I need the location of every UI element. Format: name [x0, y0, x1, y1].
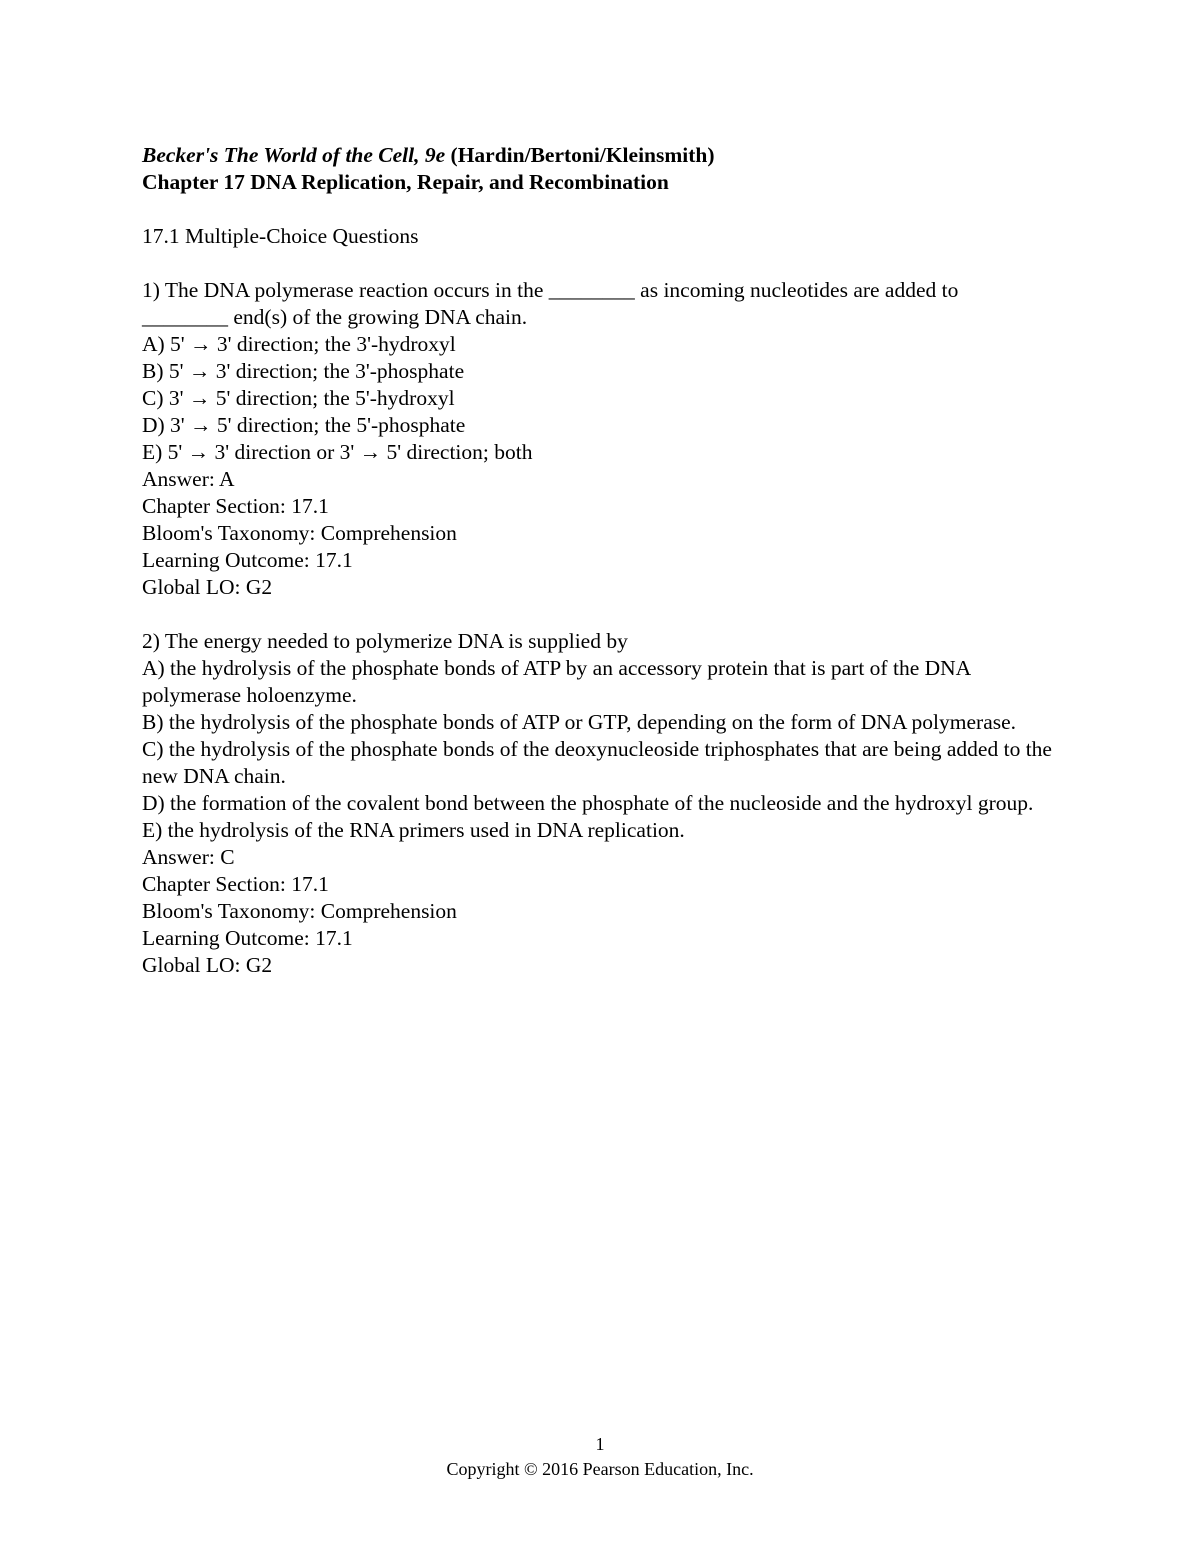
section-heading: 17.1 Multiple-Choice Questions [142, 224, 419, 248]
book-title-line [142, 142, 1062, 169]
question-1-option-d: D) 3' → 5' direction; the 5'-phosphate [142, 413, 466, 437]
question-2-option-e: E) the hydrolysis of the RNA primers used in DNA replication. [142, 818, 685, 842]
copyright-notice: Copyright © 2016 Pearson Education, Inc. [446, 1459, 754, 1479]
question-2-option-b: B) the hydrolysis of the phosphate bonds of ATP or GTP, depending on the form of DNA polymerase. [142, 710, 1017, 734]
spacer [142, 196, 1062, 223]
question-2-blooms: Bloom's Taxonomy: Comprehension [142, 899, 457, 923]
page-content [142, 142, 1062, 979]
question-1-blooms: Bloom's Taxonomy: Comprehension [142, 521, 457, 545]
question-1-stem-line-1: 1) The DNA polymerase reaction occurs in the ________ as incoming nucleotides are added to [142, 278, 959, 302]
question-1-answer: Answer: A [142, 467, 235, 491]
question-2-learning-outcome: Learning Outcome: 17.1 [142, 926, 353, 950]
question-2-option-a: A) the hydrolysis of the phosphate bonds of ATP by an accessory protein that is part of the DNA polymerase holoenzyme. [142, 656, 971, 707]
question-1-option-e: E) 5' → 3' direction or 3' → 5' direction; both [142, 440, 533, 464]
spacer [142, 601, 1062, 628]
question-2-option-d: D) the formation of the covalent bond between the phosphate of the nucleoside and the hydroxyl group. [142, 791, 1034, 815]
question-1-global-lo: Global LO: G2 [142, 575, 273, 599]
question-1-learning-outcome: Learning Outcome: 17.1 [142, 548, 353, 572]
question-1-option-b: B) 5' → 3' direction; the 3'-phosphate [142, 359, 465, 383]
question-1-chapter-section: Chapter Section: 17.1 [142, 494, 329, 518]
question-1-option-c: C) 3' → 5' direction; the 5'-hydroxyl [142, 386, 455, 410]
book-authors: (Hardin/Bertoni/Kleinsmith) [445, 143, 715, 167]
question-2-chapter-section: Chapter Section: 17.1 [142, 872, 329, 896]
question-1 [142, 277, 1062, 601]
question-1-option-a: A) 5' → 3' direction; the 3'-hydroxyl [142, 332, 456, 356]
question-1-stem-line-2: ________ end(s) of the growing DNA chain. [142, 305, 528, 329]
page-number: 1 [595, 1434, 605, 1454]
question-2-option-c: C) the hydrolysis of the phosphate bonds of the deoxynucleoside triphosphates that are being added to the new DNA chain. [142, 737, 1052, 788]
question-2-answer: Answer: C [142, 845, 235, 869]
question-2-global-lo: Global LO: G2 [142, 953, 273, 977]
spacer [142, 250, 1062, 277]
book-title: Becker's The World of the Cell, 9e [142, 143, 446, 167]
question-2-stem: 2) The energy needed to polymerize DNA is supplied by [142, 629, 628, 653]
question-2 [142, 628, 1062, 979]
chapter-title: Chapter 17 DNA Replication, Repair, and Recombination [142, 170, 669, 194]
